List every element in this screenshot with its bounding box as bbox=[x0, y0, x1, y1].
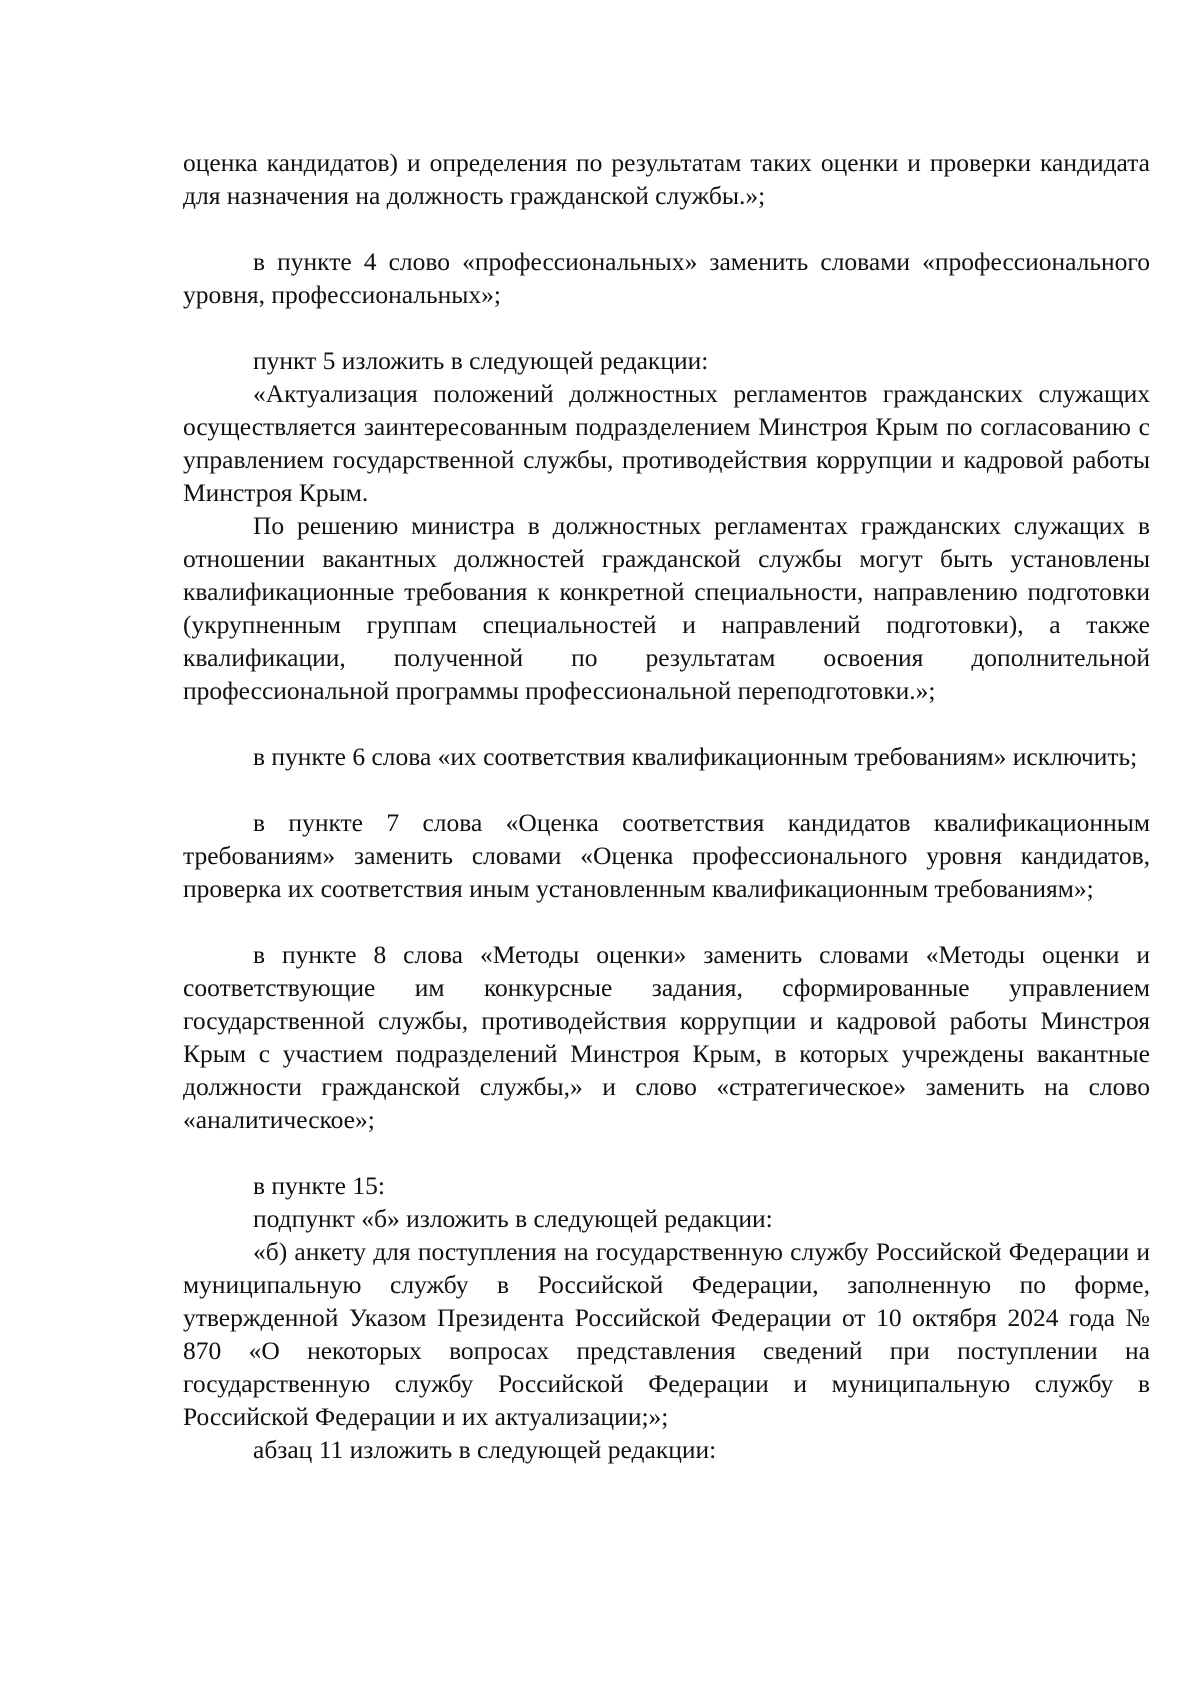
paragraph-item-5-intro: пункт 5 изложить в следующей редакции: bbox=[253, 346, 709, 375]
paragraph-item-5-quote-1: «Актуализация положений должностных регламентов гражданских служащих осуществляется заинтересованным подразделением Минстроя Крым по согласованию с управлением государственной службы, противодействия коррупции и кадровой работы Минстроя Крым. bbox=[183, 379, 1150, 507]
paragraph-abzac-11: абзац 11 изложить в следующей редакции: bbox=[253, 1435, 717, 1464]
paragraph-item-5-quote-2: По решению министра в должностных регламентах гражданских служащих в отношении вакантных должностей гражданской службы могут быть установлены квалификационные требования к конкретной специальности, направлению подготовки (укрупненным группам специальностей и направлений подготовки), а также квалификации, полученной по результатам освоения дополнительной профессиональной программы профессиональной переподготовки.»; bbox=[183, 511, 1150, 705]
paragraph-item-7: в пункте 7 слова «Оценка соответствия кандидатов квалификационным требованиям» заменить словами «Оценка профессионального уровня кандидатов, проверка их соответствия иным установленным квалификационным требованиям»; bbox=[183, 808, 1150, 903]
paragraph-item-4: в пункте 4 слово «профессиональных» заменить словами «профессионального уровня, профессиональных»; bbox=[183, 247, 1150, 309]
paragraph-item-8: в пункте 8 слова «Методы оценки» заменить словами «Методы оценки и соответствующие им конкурсные задания, сформированные управлением государственной службы, противодействия коррупции и кадровой работы Минстроя Крым с участием подразделений Минстроя Крым, в которых учреждены вакантные должности гражданской службы,» и слово «стратегическое» заменить на слово «аналитическое»; bbox=[183, 940, 1150, 1134]
document-body bbox=[183, 146, 1150, 1466]
paragraph-item-6: в пункте 6 слова «их соответствия квалификационным требованиям» исключить; bbox=[253, 742, 1138, 771]
paragraph-subitem-b-text: «б) анкету для поступления на государственную службу Российской Федерации и муниципальную службу в Российской Федерации, заполненную по форме, утвержденной Указом Президента Российской Федерации от 10 октября 2024 года № 870 «О некоторых вопросах представления сведений при поступлении на государственную службу Российской Федерации и муниципальную службу в Российской Федерации и их актуализации;»; bbox=[183, 1237, 1150, 1431]
paragraph-subitem-b-intro: подпункт «б» изложить в следующей редакции: bbox=[253, 1204, 773, 1233]
paragraph-continuation: оценка кандидатов) и определения по результатам таких оценки и проверки кандидата для назначения на должность гражданской службы.»; bbox=[183, 148, 1150, 210]
paragraph-item-15-intro: в пункте 15: bbox=[253, 1171, 385, 1200]
